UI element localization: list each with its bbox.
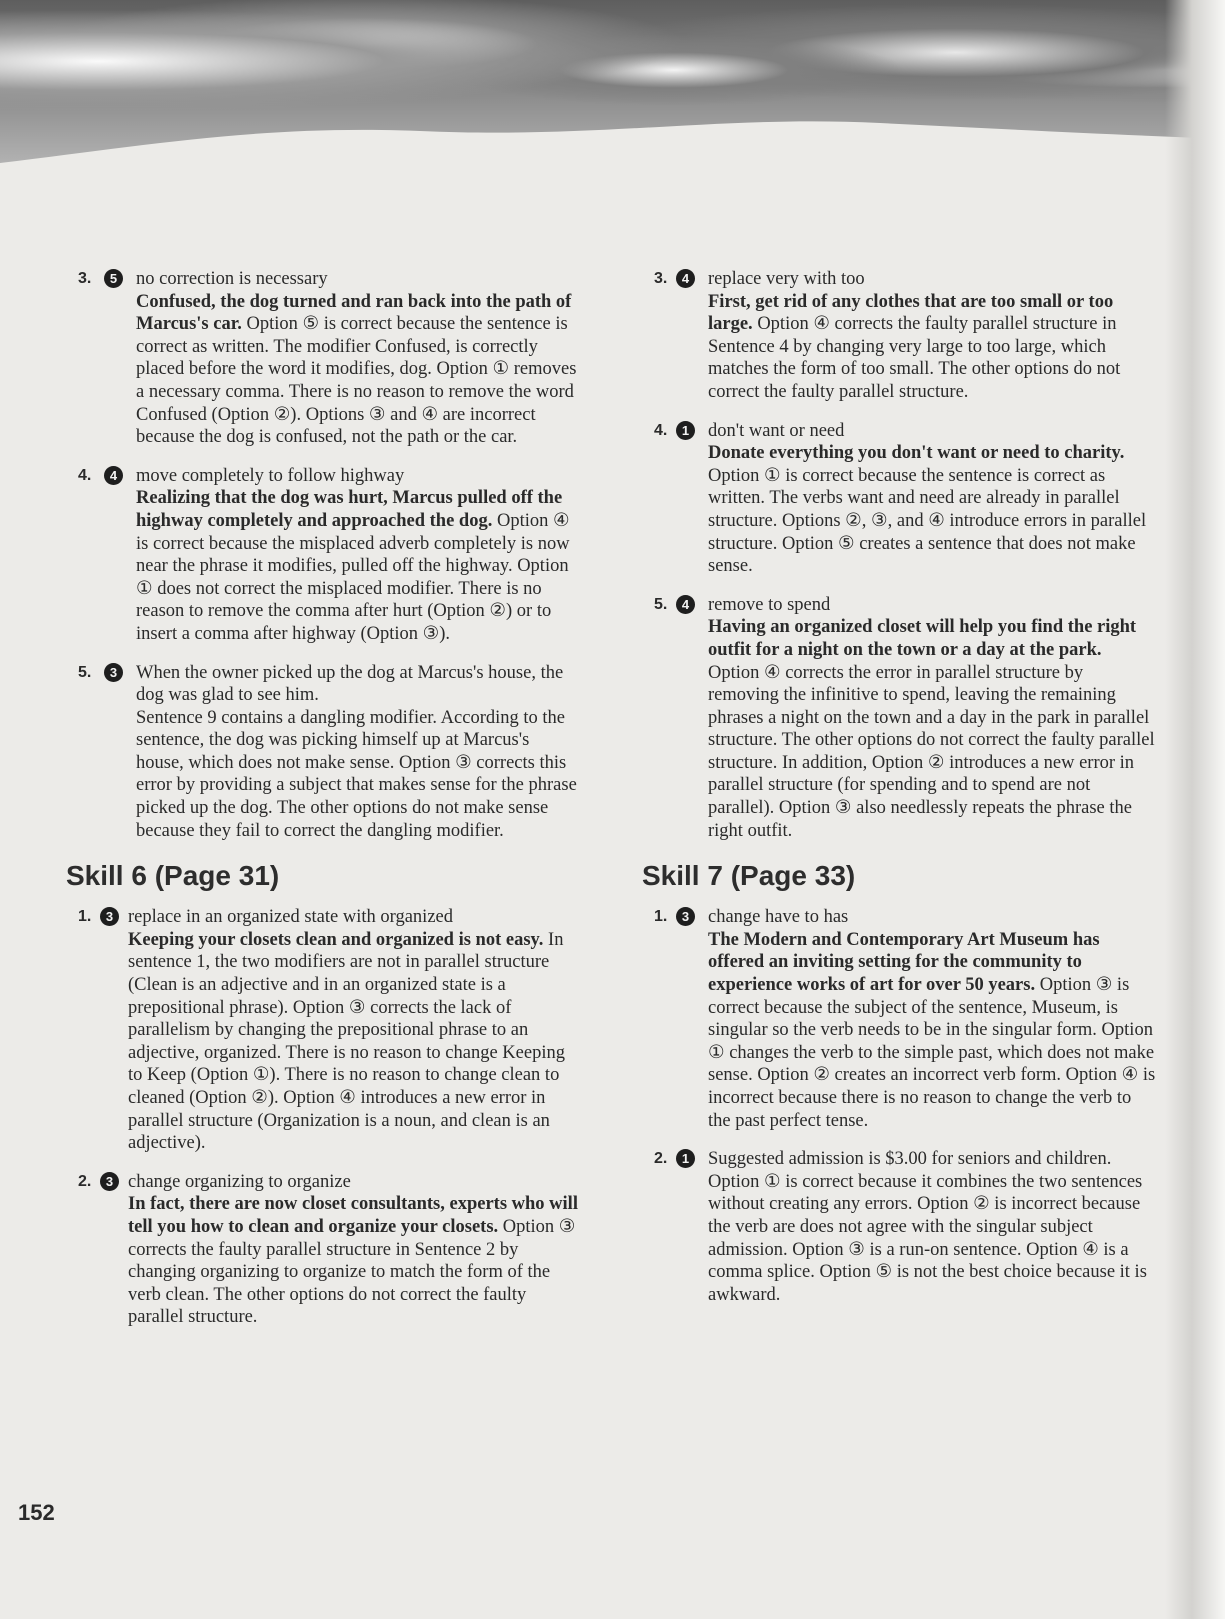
corrected-sentence: The Modern and Contemporary Art Museum has offered an inviting setting for the community to experience works of art for over 50 years. — [708, 929, 1100, 996]
header-banner — [0, 0, 1225, 175]
explanation: Option ① is correct because it combines the two sentences without creating any errors. Option ② is incorrect because the verb are does not agree with the singular subject admission. Option ③ is a run-on sentence. Option ④ is a comma splice. Option ⑤ is not the best choice because it is awkward. — [708, 1171, 1147, 1305]
item-number: 1. — [78, 908, 92, 926]
corrected-sentence: First, get rid of any clothes that are too small or too large. — [708, 291, 1114, 335]
answer-lead: replace very with too — [708, 269, 865, 289]
answer-item — [60, 1171, 580, 1329]
answer-lead: remove to spend — [708, 594, 831, 615]
answer-badge: 4 — [104, 466, 123, 485]
answer-badge: 1 — [676, 421, 695, 440]
banner-wave-edge — [0, 105, 1225, 175]
item-number: 3. — [78, 270, 92, 287]
answer-badge: 3 — [104, 663, 123, 682]
explanation: Option ③ corrects the faulty parallel structure in Sentence 2 by changing organizing to organize to match the form of the verb clean. The other options do not correct the faulty parallel structure. — [128, 1216, 576, 1328]
left-column — [60, 268, 580, 1345]
answer-item — [60, 662, 580, 843]
answer-lead: no correction is necessary — [136, 269, 328, 289]
explanation: Option ④ corrects the error in parallel structure by removing the infinitive to spend, leaving the remaining phrases a night on the town and a day in the park in parallel structure. The other options do not correct the faulty parallel structure. In addition, Option ② introduces a new error in parallel structure (for spending and to spend are not parallel). Option ③ also needlessly repeats the phrase the right outfit. — [708, 662, 1155, 841]
corrected-sentence: Realizing that the dog was hurt, Marcus pulled off the highway completely and approached the dog. — [136, 488, 563, 531]
section-heading: Skill 7 (Page 33) — [642, 860, 856, 892]
item-number: 2. — [78, 1172, 92, 1190]
item-number: 5. — [654, 595, 668, 613]
item-number: 3. — [654, 270, 668, 287]
explanation: Option ③ is correct because the subject of the sentence, Museum, is singular so the verb needs to be in the singular form. Option ① changes the verb to the simple past, which does not make sense. Option ② creates an incorrect verb form. Option ④ is incorrect because there is no reason to change the verb to the past perfect tense. — [708, 975, 1156, 1131]
explanation: Option ④ is correct because the misplaced adverb completely is now near the phrase it modifies, pulled off the highway. Option ① does not correct the misplaced modifier. There is no reason to remove the comma after hurt (Option ②) or to insert a comma after highway (Option ③). — [136, 510, 570, 644]
answer-item — [60, 268, 580, 449]
corrected-sentence: In fact, there are now closet consultants, experts who will tell you how to clean and organize your closets. — [128, 1194, 578, 1237]
corrected-sentence: Confused, the dog turned and ran back into the path of Marcus's car. — [136, 291, 572, 335]
corrected-sentence: Keeping your closets clean and organized is not easy. — [128, 929, 549, 950]
answer-item — [636, 420, 1156, 578]
answer-lead: change have to has — [708, 907, 849, 928]
answer-lead: replace in an organized state with organized — [128, 907, 453, 928]
answer-badge: 5 — [104, 269, 123, 288]
answer-item — [636, 268, 1156, 404]
answer-badge: 4 — [676, 595, 695, 614]
answer-badge: 1 — [676, 1149, 695, 1168]
answer-item — [60, 465, 580, 646]
explanation: Sentence 9 contains a dangling modifier. According to the sentence, the dog was picking himself up at Marcus's house, which does not make sense. Option ③ corrects this error by providing a subject that makes sense for the phrase picked up the dog. The other options do not make sense because they fail to correct the dangling modifier. — [136, 707, 577, 841]
right-column — [636, 268, 1156, 1322]
item-number: 4. — [654, 421, 668, 439]
corrected-sentence: Donate everything you don't want or need to charity. — [708, 443, 1125, 464]
answer-lead: move completely to follow highway — [136, 465, 405, 486]
explanation: Option ⑤ is correct because the sentence is correct as written. The modifier Confused, is correctly placed before the word it modifies, dog. Option ① removes a necessary comma. There is no reason to remove the word Confused (Option ②). Options ③ and ④ are incorrect because the dog is confused, not the path or the car. — [136, 314, 577, 448]
answer-lead: change organizing to organize — [128, 1171, 351, 1192]
item-number: 2. — [654, 1150, 668, 1168]
answer-badge: 3 — [100, 1172, 119, 1191]
answer-badge: 3 — [676, 907, 695, 926]
answer-item — [636, 1148, 1156, 1306]
answer-badge: 4 — [676, 269, 695, 288]
explanation: Option ① is correct because the sentence is correct as written. The verbs want and need are already in parallel structure. Options ②, ③, and ④ introduce errors in parallel structure. Option ⑤ creates a sentence that does not make sense. — [708, 465, 1147, 577]
item-number: 4. — [78, 466, 92, 484]
corrected-sentence: Having an organized closet will help you find the right outfit for a night on the town or a day at the park. — [708, 617, 1137, 660]
answer-badge: 3 — [100, 907, 119, 926]
page-number: 152 — [18, 1500, 55, 1525]
page-binding-shadow — [1165, 0, 1225, 1619]
answer-item — [636, 906, 1156, 1132]
explanation: In sentence 1, the two modifiers are not in parallel structure (Clean is an adjective and in an organized state is a prepositional phrase). Option ③ corrects the lack of parallelism by changing the prepositional phrase to an adjective, organized. There is no reason to change Keeping to Keep (Option ①). There is no reason to change clean to cleaned (Option ②). Option ④ introduces a new error in parallel structure (Organization is a noun, and clean is an adjective). — [128, 929, 565, 1154]
explanation: Option ④ corrects the faulty parallel structure in Sentence 4 by changing very large to too large, which matches the form of too small. The other options do not correct the faulty parallel structure. — [708, 314, 1121, 402]
answer-lead: Suggested admission is $3.00 for seniors and children. — [708, 1149, 1112, 1170]
answer-item — [636, 594, 1156, 843]
item-number: 5. — [78, 663, 92, 681]
answer-item — [60, 906, 580, 1155]
answer-lead: When the owner picked up the dog at Marcus's house, the dog was glad to see him. — [136, 662, 564, 706]
item-number: 1. — [654, 908, 668, 926]
section-heading: Skill 6 (Page 31) — [66, 860, 280, 892]
answer-lead: don't want or need — [708, 420, 845, 441]
